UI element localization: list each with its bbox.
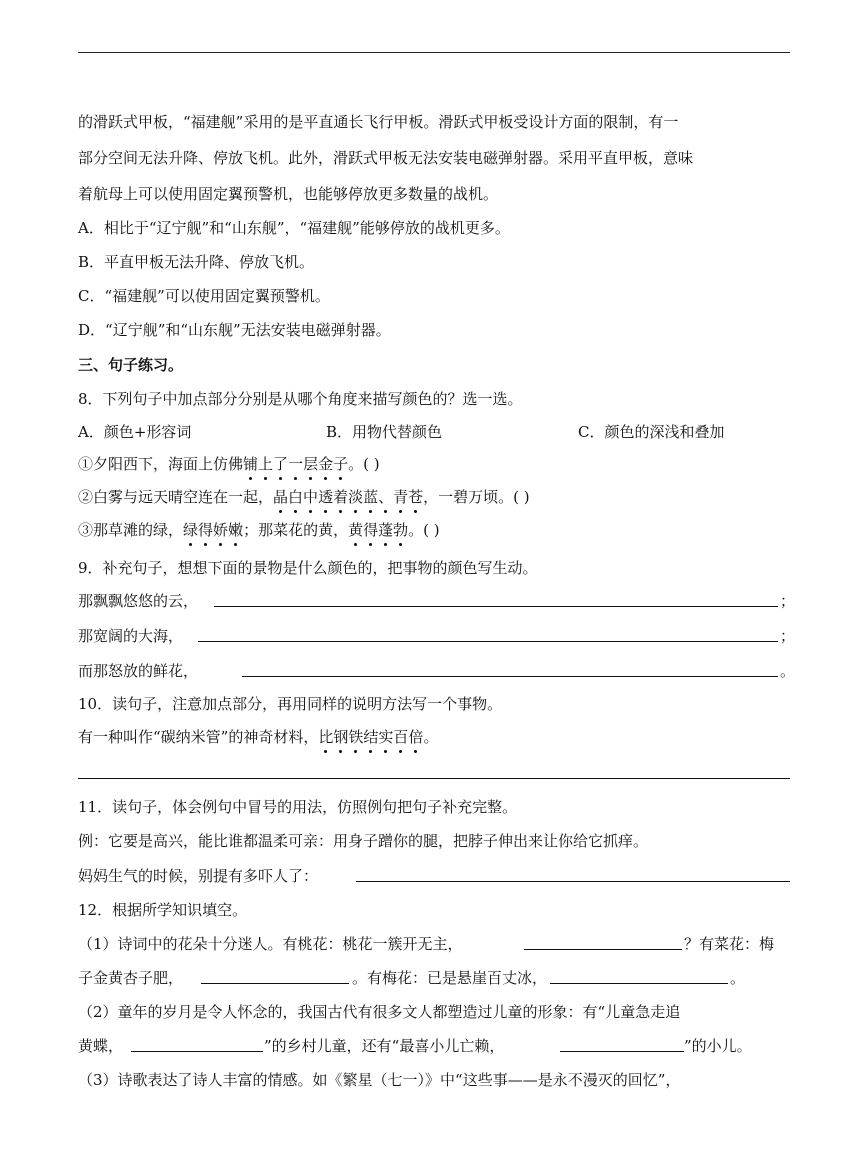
answer-blank[interactable] [201, 983, 349, 984]
question-9: 9．补充句子，想想下面的景物是什么颜色的，把事物的颜色写生动。 [78, 559, 538, 577]
emphasis-char: 白 [288, 488, 304, 506]
dotted-text [183, 521, 243, 539]
paragraph-line: 着航母上可以使用固定翼预警机，也能够停放更多数量的战机。 [78, 185, 499, 203]
punct: ； [780, 627, 796, 645]
answer-blank[interactable] [550, 983, 728, 984]
q12-part-1: ？有菜花：梅 [684, 935, 775, 953]
answer-blank[interactable] [198, 641, 778, 642]
emphasis-char: 上 [258, 455, 274, 473]
q9-line-3: 而那怒放的鲜花， [78, 662, 199, 680]
text: ③那草滩的绿， [78, 521, 184, 539]
q8-sentence-3 [78, 520, 440, 540]
emphasis-char: 勃 [393, 521, 409, 539]
emphasis-char: 倍 [408, 728, 424, 746]
emphasis-char: 百 [393, 728, 409, 746]
question-8: 8．下列句子中加点部分分别是从哪个角度来描写颜色的？选一选。 [78, 390, 523, 408]
q9-line-1: 那飘飘悠悠的云， [78, 592, 199, 610]
q10-sentence [78, 727, 438, 747]
q12-part-2: ”的小儿。 [684, 1037, 752, 1055]
q12-part-2: ”的乡村儿童，还有“最喜小儿亡赖， [264, 1037, 505, 1055]
q8-sentence-1 [78, 454, 380, 474]
punct: 。 [780, 662, 796, 680]
option-a: A．相比于“辽宁舰”和“山东舰”，“福建舰”能够停放的战机更多。 [78, 219, 510, 237]
punct: ； [780, 592, 796, 610]
emphasis-char: 了 [273, 455, 289, 473]
emphasis-char: 钢 [333, 728, 349, 746]
punct: 。 [730, 969, 746, 987]
dotted-text [243, 455, 348, 473]
emphasis-char: 透 [318, 488, 334, 506]
emphasis-char: 晶 [273, 488, 289, 506]
answer-blank[interactable] [356, 881, 790, 882]
emphasis-char: 层 [303, 455, 319, 473]
emphasis-char: 子 [333, 455, 349, 473]
emphasis-char: 苍 [408, 488, 424, 506]
option-d: D．“辽宁舰”和“山东舰”无法安装电磁弹射器。 [78, 321, 391, 339]
answer-blank[interactable] [131, 1051, 263, 1052]
emphasis-char: 中 [303, 488, 319, 506]
q12-part-2: （2）童年的岁月是令人怀念的，我国古代有很多文人都塑造过儿童的形象：有“儿童急走追 [78, 1003, 681, 1021]
paragraph-line: 的滑跃式甲板，“福建舰”采用的是平直通长飞行甲板。滑跃式甲板受设计方面的限制，有一 [78, 113, 679, 131]
answer-blank[interactable] [214, 606, 778, 607]
answer-bracket[interactable]: 。( ) [408, 521, 440, 539]
emphasis-char: 、 [378, 488, 394, 506]
question-11: 11．读句子，体会例句中冒号的用法，仿照例句把句子补充完整。 [78, 798, 518, 816]
text: 。 [423, 728, 439, 746]
dotted-text [273, 488, 423, 506]
question-12: 12．根据所学知识填空。 [78, 901, 248, 919]
question-10: 10．读句子，注意加点部分，再用同样的说明方法写一个事物。 [78, 695, 503, 713]
emphasis-char: 着 [333, 488, 349, 506]
emphasis-char: 实 [378, 728, 394, 746]
q12-part-1: 。有梅花：已是悬崖百丈冰， [352, 969, 548, 987]
emphasis-char: 一 [288, 455, 304, 473]
q12-part-1: （1）诗词中的花朵十分迷人。有桃花：桃花一簇开无主， [78, 935, 463, 953]
emphasis-char: 嫩 [228, 521, 244, 539]
answer-blank[interactable] [78, 778, 790, 779]
emphasis-char: 淡 [348, 488, 364, 506]
emphasis-char: 金 [318, 455, 334, 473]
emphasis-char: 娇 [213, 521, 229, 539]
text: 有一种叫作“碳纳米管”的神奇材料， [78, 728, 319, 746]
section-heading: 三、句子练习。 [78, 356, 184, 374]
q11-task: 妈妈生气的时候，别提有多吓人了： [78, 867, 319, 885]
emphasis-char: 蓝 [363, 488, 379, 506]
answer-blank[interactable] [242, 676, 778, 677]
q12-part-2: 黄蝶， [78, 1037, 124, 1055]
answer-blank[interactable] [524, 949, 682, 950]
text: ②白雾与远天晴空连在一起， [78, 488, 274, 506]
emphasis-char: 黄 [348, 521, 364, 539]
emphasis-char: 绿 [183, 521, 199, 539]
q8-sentence-2 [78, 487, 530, 507]
option-b: B．平直甲板无法升降、停放飞机。 [78, 253, 315, 271]
emphasis-char: 结 [363, 728, 379, 746]
emphasis-char: 青 [393, 488, 409, 506]
q11-example: 例：它要是高兴，能比谁都温柔可亲：用身子蹭你的腿，把脖子伸出来让你给它抓痒。 [78, 832, 649, 850]
dotted-text [318, 728, 423, 746]
q8-choice-b: B．用物代替颜色 [326, 423, 443, 441]
option-c: C．“福建舰”可以使用固定翼预警机。 [78, 287, 330, 305]
text: ；那菜花的黄， [243, 521, 349, 539]
emphasis-char: 得 [198, 521, 214, 539]
emphasis-char: 比 [318, 728, 334, 746]
text: ①夕阳西下，海面上仿佛 [78, 455, 244, 473]
emphasis-char: 得 [363, 521, 379, 539]
q12-part-3: （3）诗歌表达了诗人丰富的情感。如《繁星（七一）》中“这些事——是永不漫灭的回忆”， [78, 1071, 681, 1089]
answer-blank[interactable] [560, 1051, 684, 1052]
top-rule [78, 52, 790, 53]
q12-part-1: 子金黄杏子肥， [78, 969, 184, 987]
answer-bracket[interactable]: ，一碧万顷。( ) [423, 488, 530, 506]
emphasis-char: 铁 [348, 728, 364, 746]
answer-bracket[interactable]: 。( ) [348, 455, 380, 473]
dotted-text [348, 521, 408, 539]
q8-choice-c: C．颜色的深浅和叠加 [578, 423, 725, 441]
emphasis-char: 蓬 [378, 521, 394, 539]
q9-line-2: 那宽阔的大海， [78, 627, 184, 645]
emphasis-char: 铺 [243, 455, 259, 473]
q8-choice-a: A．颜色+形容词 [78, 423, 192, 441]
paragraph-line: 部分空间无法升降、停放飞机。此外，滑跃式甲板无法安装电磁弹射器。采用平直甲板，意味 [78, 149, 694, 167]
